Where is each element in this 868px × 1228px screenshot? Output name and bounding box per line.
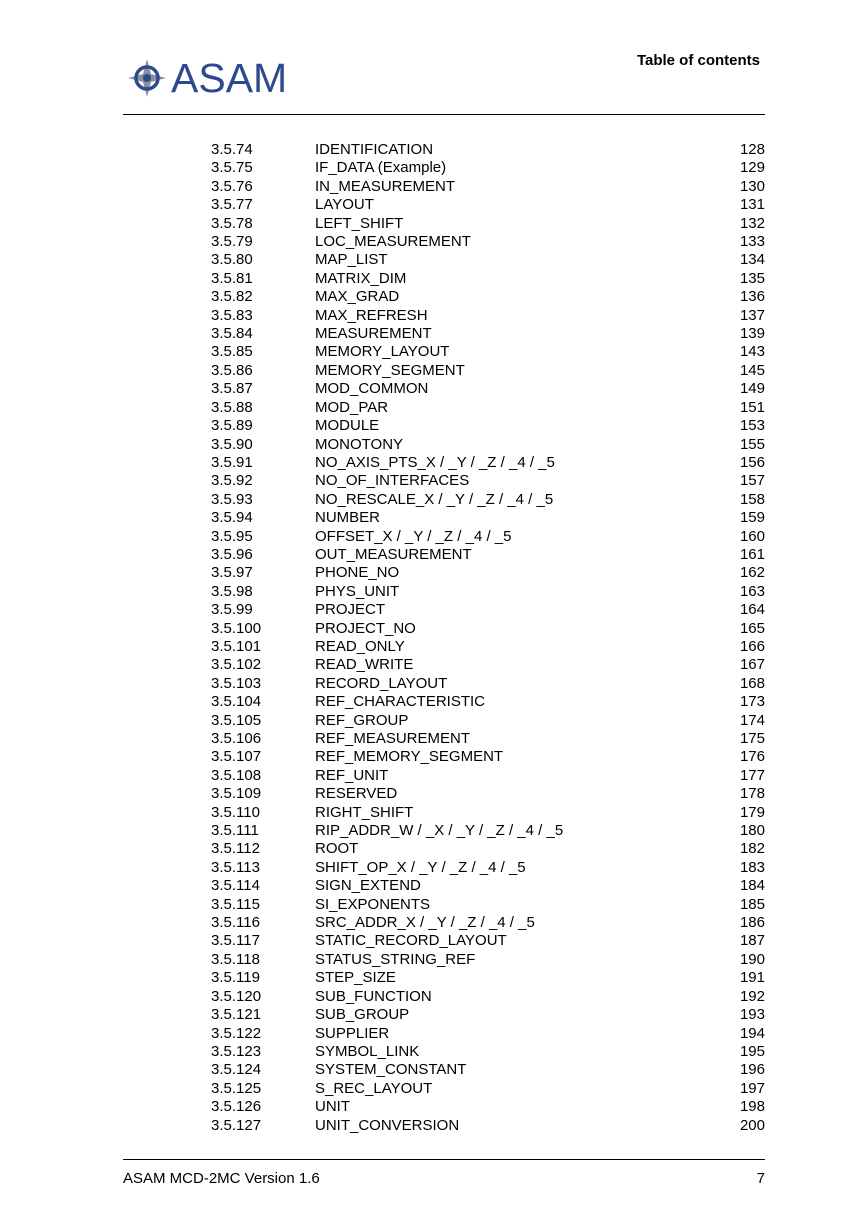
toc-entry-title: SRC_ADDR_X / _Y / _Z / _4 / _5 [315,914,535,932]
toc-entry-page: 132 [739,214,765,232]
toc-entry-number: 3.5.120 [211,987,262,1005]
toc-entry-number: 3.5.77 [211,196,253,214]
toc-entry[interactable] [211,767,765,785]
toc-entry-page: 156 [739,453,765,471]
toc-entry-page: 159 [739,509,765,527]
footer-page-number: 7 [756,1170,765,1187]
toc-entry-number: 3.5.98 [211,582,253,600]
toc-entry-page: 145 [739,361,765,379]
toc-entry-page: 183 [739,858,765,876]
toc-entry-title: SUB_GROUP [315,1006,410,1024]
toc-entry-number: 3.5.96 [211,545,253,563]
toc-entry-number: 3.5.115 [211,895,260,913]
toc-entry-title: NO_OF_INTERFACES [315,472,470,490]
toc-entry-page: 130 [739,177,765,195]
toc-entry-title: STEP_SIZE [315,969,396,987]
toc-entry[interactable] [211,399,765,417]
toc-entry-page: 184 [739,877,765,895]
toc-entry[interactable] [211,785,765,803]
toc-entry-page: 191 [739,969,765,987]
toc-entry-title: RESERVED [315,785,398,803]
toc-entry-title: NO_AXIS_PTS_X / _Y / _Z / _4 / _5 [315,453,555,471]
toc-entry-page: 158 [739,490,765,508]
toc-entry[interactable] [211,307,765,325]
toc-entry-title: PHONE_NO [315,564,400,582]
toc-entry-number: 3.5.99 [211,601,253,619]
toc-entry-number: 3.5.76 [211,177,253,195]
toc-entry[interactable] [211,712,765,730]
footer-document-title: ASAM MCD-2MC Version 1.6 [123,1170,320,1187]
toc-entry-number: 3.5.118 [211,950,260,968]
toc-entry-title: STATUS_STRING_REF [315,950,476,968]
toc-entry[interactable] [211,1098,765,1116]
toc-entry-title: SYSTEM_CONSTANT [315,1061,467,1079]
toc-entry-number: 3.5.89 [211,417,253,435]
toc-entry-number: 3.5.92 [211,472,253,490]
header-divider [123,114,765,115]
toc-entry-title: MONOTONY [315,435,404,453]
toc-entry-number: 3.5.80 [211,251,253,269]
toc-entry-number: 3.5.103 [211,674,262,692]
toc-entry-number: 3.5.111 [211,822,259,840]
toc-entry-title: UNIT [315,1098,350,1116]
toc-entry[interactable] [211,564,765,582]
toc-entry-page: 143 [739,343,765,361]
toc-entry-title: RIP_ADDR_W / _X / _Y / _Z / _4 / _5 [315,822,564,840]
toc-entry[interactable] [211,196,765,214]
toc-entry-number: 3.5.117 [211,932,260,950]
toc-entry-title: READ_ONLY [315,637,405,655]
toc-entry-page: 162 [739,564,765,582]
toc-entry-page: 153 [739,417,765,435]
toc-entry-number: 3.5.74 [211,141,253,158]
toc-entry-number: 3.5.127 [211,1116,262,1134]
toc-entry[interactable] [211,233,765,251]
toc-entry-page: 198 [739,1098,765,1116]
toc-entry[interactable] [211,859,765,877]
toc-entry-title: MAX_REFRESH [315,306,428,324]
toc-entry-title: STATIC_RECORD_LAYOUT [315,932,507,950]
toc-entry-number: 3.5.108 [211,766,262,784]
toc-entry[interactable] [211,509,765,527]
toc-entry-page: 167 [739,656,765,674]
toc-entry-page: 178 [739,785,765,803]
toc-entry-number: 3.5.86 [211,361,253,379]
toc-entry-number: 3.5.110 [211,803,260,821]
toc-entry-title: RECORD_LAYOUT [315,674,448,692]
toc-entry[interactable] [211,656,765,674]
toc-entry-page: 161 [739,545,765,563]
toc-entry-page: 195 [739,1042,765,1060]
toc-entry-number: 3.5.102 [211,656,262,674]
toc-entry[interactable] [211,343,765,361]
toc-entry[interactable] [211,877,765,895]
toc-entry[interactable] [211,804,765,822]
toc-entry[interactable] [211,380,765,398]
toc-entry-number: 3.5.79 [211,233,253,251]
toc-entry-title: REF_GROUP [315,711,409,729]
toc-entry[interactable] [211,270,765,288]
toc-entry-page: 175 [739,730,765,747]
toc-entry-title: NUMBER [315,509,381,527]
toc-entry[interactable] [211,159,765,177]
toc-entry-title: REF_MEASUREMENT [315,730,471,747]
toc-entry-number: 3.5.81 [211,269,253,287]
table-of-contents [211,141,765,1135]
toc-entry[interactable] [211,932,765,950]
toc-entry-page: 133 [739,233,765,251]
toc-entry-title: SIGN_EXTEND [315,877,421,895]
toc-entry[interactable] [211,951,765,969]
toc-entry-number: 3.5.122 [211,1024,262,1042]
toc-entry[interactable] [211,620,765,638]
toc-entry-number: 3.5.119 [211,969,260,987]
toc-entry[interactable] [211,896,765,914]
toc-entry-number: 3.5.106 [211,730,262,747]
toc-entry-title: S_REC_LAYOUT [315,1079,433,1097]
toc-entry-page: 176 [739,748,765,766]
toc-entry[interactable] [211,436,765,454]
toc-entry[interactable] [211,1043,765,1061]
toc-entry-number: 3.5.126 [211,1098,262,1116]
toc-entry-page: 180 [739,822,765,840]
toc-entry-title: IN_MEASUREMENT [315,177,456,195]
toc-entry[interactable] [211,1006,765,1024]
toc-entry-title: LEFT_SHIFT [315,214,404,232]
toc-entry-title: NO_RESCALE_X / _Y / _Z / _4 / _5 [315,490,554,508]
toc-entry-title: LAYOUT [315,196,374,214]
toc-entry-number: 3.5.116 [211,914,260,932]
toc-entry[interactable] [211,325,765,343]
toc-entry-title: PROJECT_NO [315,619,416,637]
toc-entry-title: MODULE [315,417,380,435]
toc-entry-number: 3.5.101 [211,637,262,655]
toc-entry-title: MATRIX_DIM [315,269,407,287]
toc-entry-page: 187 [739,932,765,950]
toc-entry-title: IF_DATA (Example) [315,159,447,177]
toc-entry-title: SUPPLIER [315,1024,390,1042]
footer-divider [123,1159,765,1160]
toc-entry-number: 3.5.107 [211,748,262,766]
toc-entry-number: 3.5.125 [211,1079,262,1097]
toc-entry[interactable] [211,638,765,656]
toc-entry[interactable] [211,472,765,490]
toc-entry-title: OUT_MEASUREMENT [315,545,472,563]
toc-entry-title: REF_UNIT [315,766,389,784]
asam-emblem-icon [127,58,167,98]
toc-entry-number: 3.5.104 [211,693,262,711]
toc-entry[interactable] [211,288,765,306]
toc-entry[interactable] [211,215,765,233]
toc-entry-page: 197 [739,1079,765,1097]
toc-entry-title: OFFSET_X / _Y / _Z / _4 / _5 [315,527,512,545]
toc-entry-page: 129 [739,159,765,177]
toc-entry-page: 179 [739,803,765,821]
toc-entry-page: 200 [739,1116,765,1134]
toc-entry[interactable] [211,546,765,564]
toc-entry-title: SYMBOL_LINK [315,1042,420,1060]
toc-entry-page: 166 [739,637,765,655]
toc-entry[interactable] [211,251,765,269]
toc-entry[interactable] [211,730,765,748]
toc-entry[interactable] [211,1117,765,1135]
toc-entry-number: 3.5.109 [211,785,262,803]
toc-entry-title: PROJECT [315,601,386,619]
toc-entry-title: IDENTIFICATION [315,141,434,158]
toc-entry-title: LOC_MEASUREMENT [315,233,471,251]
toc-entry[interactable] [211,1080,765,1098]
toc-entry-page: 168 [739,674,765,692]
toc-entry-number: 3.5.100 [211,619,262,637]
toc-entry-title: SI_EXPONENTS [315,895,431,913]
toc-entry-number: 3.5.75 [211,159,253,177]
toc-entry[interactable] [211,1025,765,1043]
toc-entry-page: 151 [739,398,765,416]
toc-entry-page: 128 [739,141,765,158]
toc-entry-title: READ_WRITE [315,656,414,674]
toc-entry[interactable] [211,601,765,619]
toc-entry-number: 3.5.95 [211,527,253,545]
asam-logo [127,56,287,100]
toc-entry-page: 193 [739,1006,765,1024]
toc-entry-number: 3.5.112 [211,840,260,858]
toc-entry-page: 136 [739,288,765,306]
toc-entry-page: 192 [739,987,765,1005]
toc-entry-number: 3.5.82 [211,288,253,306]
toc-entry-page: 196 [739,1061,765,1079]
toc-entry-number: 3.5.114 [211,877,260,895]
toc-entry-number: 3.5.78 [211,214,253,232]
toc-entry-page: 185 [739,895,765,913]
toc-entry-page: 160 [739,527,765,545]
toc-entry-number: 3.5.84 [211,325,253,343]
toc-entry-page: 190 [739,950,765,968]
toc-entry-number: 3.5.85 [211,343,253,361]
toc-entry[interactable] [211,362,765,380]
toc-entry-title: SUB_FUNCTION [315,987,432,1005]
toc-entry[interactable] [211,417,765,435]
toc-entry[interactable] [211,914,765,932]
toc-entry-number: 3.5.121 [211,1006,262,1024]
toc-entry-number: 3.5.83 [211,306,253,324]
toc-entry-title: RIGHT_SHIFT [315,803,414,821]
toc-entry-number: 3.5.97 [211,564,253,582]
toc-entry[interactable] [211,178,765,196]
toc-entry-page: 131 [739,196,765,214]
toc-entry-page: 155 [739,435,765,453]
toc-entry-number: 3.5.93 [211,490,253,508]
toc-entry-page: 149 [739,380,765,398]
toc-entry-number: 3.5.88 [211,398,253,416]
toc-entry-page: 135 [739,269,765,287]
toc-entry-page: 157 [739,472,765,490]
toc-entry[interactable] [211,988,765,1006]
toc-entry-title: MEMORY_SEGMENT [315,361,465,379]
toc-entry-title: REF_MEMORY_SEGMENT [315,748,504,766]
toc-entry-page: 182 [739,840,765,858]
toc-entry-number: 3.5.113 [211,858,260,876]
toc-entry-page: 165 [739,619,765,637]
toc-entry[interactable] [211,748,765,766]
toc-entry[interactable] [211,491,765,509]
toc-entry-number: 3.5.124 [211,1061,262,1079]
toc-entry-page: 163 [739,582,765,600]
toc-entry-number: 3.5.90 [211,435,253,453]
page-header-title: Table of contents [636,52,760,69]
logo-text: ASAM [171,55,288,101]
toc-entry-title: PHYS_UNIT [315,582,400,600]
toc-entry-title: SHIFT_OP_X / _Y / _Z / _4 / _5 [315,858,526,876]
toc-entry-title: MAP_LIST [315,251,388,269]
toc-entry-page: 174 [739,711,765,729]
toc-entry[interactable] [211,675,765,693]
toc-entry-page: 194 [739,1024,765,1042]
toc-entry-page: 137 [739,306,765,324]
toc-entry[interactable] [211,693,765,711]
toc-entry-number: 3.5.87 [211,380,253,398]
toc-entry-number: 3.5.123 [211,1042,262,1060]
toc-entry-page: 164 [739,601,765,619]
toc-entry-title: ROOT [315,840,359,858]
toc-entry[interactable] [211,583,765,601]
toc-entry[interactable] [211,141,765,159]
toc-entry-page: 173 [739,693,765,711]
toc-entry-title: REF_CHARACTERISTIC [315,693,486,711]
toc-entry-title: MOD_PAR [315,398,389,416]
toc-entry-title: MAX_GRAD [315,288,400,306]
toc-entry-title: MEMORY_LAYOUT [315,343,450,361]
toc-entry[interactable] [211,454,765,472]
toc-entry-page: 177 [739,766,765,784]
toc-entry[interactable] [211,840,765,858]
toc-entry-title: UNIT_CONVERSION [315,1116,460,1134]
toc-entry-page: 134 [739,251,765,269]
toc-entry-page: 186 [739,914,765,932]
toc-entry-title: MOD_COMMON [315,380,429,398]
toc-entry-page: 139 [739,325,765,343]
toc-entry-title: MEASUREMENT [315,325,432,343]
toc-entry[interactable] [211,528,765,546]
toc-entry-number: 3.5.94 [211,509,253,527]
toc-entry[interactable] [211,1061,765,1079]
toc-entry[interactable] [211,822,765,840]
toc-entry[interactable] [211,969,765,987]
toc-entry-number: 3.5.105 [211,711,262,729]
toc-entry-number: 3.5.91 [211,453,253,471]
